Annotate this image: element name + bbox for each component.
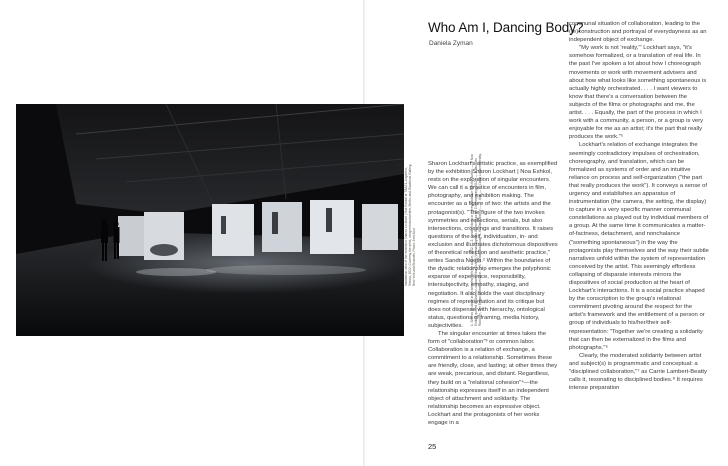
column-2-paragraph: communal situation of collaboration, leading to the (re)construction and portrayal of everydayness as an independent object of exchange.	[569, 21, 707, 44]
endnotes-text: 1. Sharon Lockhart in an interview with the author, 2012. — 2. Sandra Noeth in correspondence with the author. — 3. Noa Eshkol, quoted in Sharon Lockhart | Noa Eshkol (Vienna: Thyssen-Bornemisza Art Contemporary, 2012). — 4. Jacques Rancière, The Emancipated Spectator. — 5. Nicolas Bourriaud. — 6. Claire Bishop. — 7. Ibid. — 8. Carrie Lambert-Beatty.	[470, 153, 482, 326]
column-1-paragraph: Sharon Lockhart's artistic practice, as exemplified by the exhibition Sharon Lockhart | Noa Eshkol, rests on the exploration of singular encounters. We can call it a practice of encounters in film, photography, and exhibition making. The encounter as a figure of two: the artists and the protagonist(s). "The figure of the two invokes symmetries and reflections, serials, but also intersections, crossings and transitions. It raises questions of the self, individuation, in- and exclusion and illustrates dichotomous dispositives of theoretical reflection and aesthetic practice," writes Sandra Noeth.² Within the boundaries of the dyadic relationship emerges the polyphonic expanse of experience, responsibility, intersubjectivity, empathy, staging, and negotiation. It also holds the vast disciplinary regimes of representation and its critique but does not dispense with hierarchy, ontological status, questions of framing, media history, subjectivities.	[428, 161, 558, 329]
text-column-2	[569, 20, 709, 392]
column-1-paragraph: The singular encounter at times takes the form of "collaboration"³ or common labor. Collaboration is a relation of exchange, a commitment to a relationship. Sometimes these are friendly, close, and lasting; at other times they are weak, precarious, and distant. Regardless, they build on a "relational cohesion"⁴—the relationship expresses itself in an independent object of attachment and solidarity. The relationship becomes an expressive object. Lockhart and the protagonists of her works engage in a	[428, 330, 558, 426]
column-2-paragraph: "My work is not 'reality,'" Lockhart says, "it's somehow formalized, or a translation of real life. In the past I've spoken a lot about how I choreograph movements or work with movement advisers and about how what looks like something spontaneous is actually highly orchestrated. . . . I want viewers to know that there's a conversation between the subjects of the films or photographs and me, the artist. . . . Equally, the part of the process in which I work with a community, a person, or a group is very enjoyable for me as an artist; it's the part that really produces the work."⁵	[569, 45, 707, 141]
column-2-paragraph: Lockhart's relation of exchange integrates the seemingly contradictory impulses of orchestration, choreography, and translation, which can be formalized as systems of order and an intuitive reliance on process and self-organization ("the part that really produces the work"). It conveys a sense of urgency and establishes an apparatus of instrumentation (the camera, the setting, the display) to capture in a very specific manner communal constellations as played out by individual members of a group. At the same time it communicates a matter-of-factness, detachment, and nonchalance ("something spontaneous") in the way the protagonists play themselves and the way their subtle narratives unfold within the system of representation conceived by the artist. This seemingly effortless collapsing of disparate interests mirrors the dispositives of social production at the heart of Lockhart's interactions. It is a social practice shaped by the conscription to the group's relational commitment pivoting around the respect for the artist's framework and the entitlement of a person or group of individuals to his/her/their self-representation: "Together we're creating a solidarity that can then be externalized in the films and photographs."⁶	[569, 142, 709, 351]
installation-photograph	[16, 104, 404, 336]
photo-caption	[404, 160, 418, 286]
column-2-paragraph: Clearly, the moderated solidarity between artist and subject(s) is programmatic and conceptual: a "disciplined collaboration,"⁷ as Carrie Lambert-Beatty calls it, resonating to disciplined bodies.⁸ It requires intense preparation	[569, 352, 707, 392]
photo-caption-text: Installation view of the exhibition Sharon Lockhart | Noa Eshkol at TBA21–Augarten, Vienna, 2012. Courtesy the artist, neugerriemschneider, Berlin, and Gladstone Gallery, New York and Brussels. Photo: Jorit Aust	[404, 164, 416, 286]
text-column-1	[428, 160, 558, 427]
essay-author: Daniela Zyman	[429, 40, 473, 47]
page-number: 25	[428, 442, 437, 451]
essay-title: Who Am I, Dancing Body?	[428, 20, 584, 35]
